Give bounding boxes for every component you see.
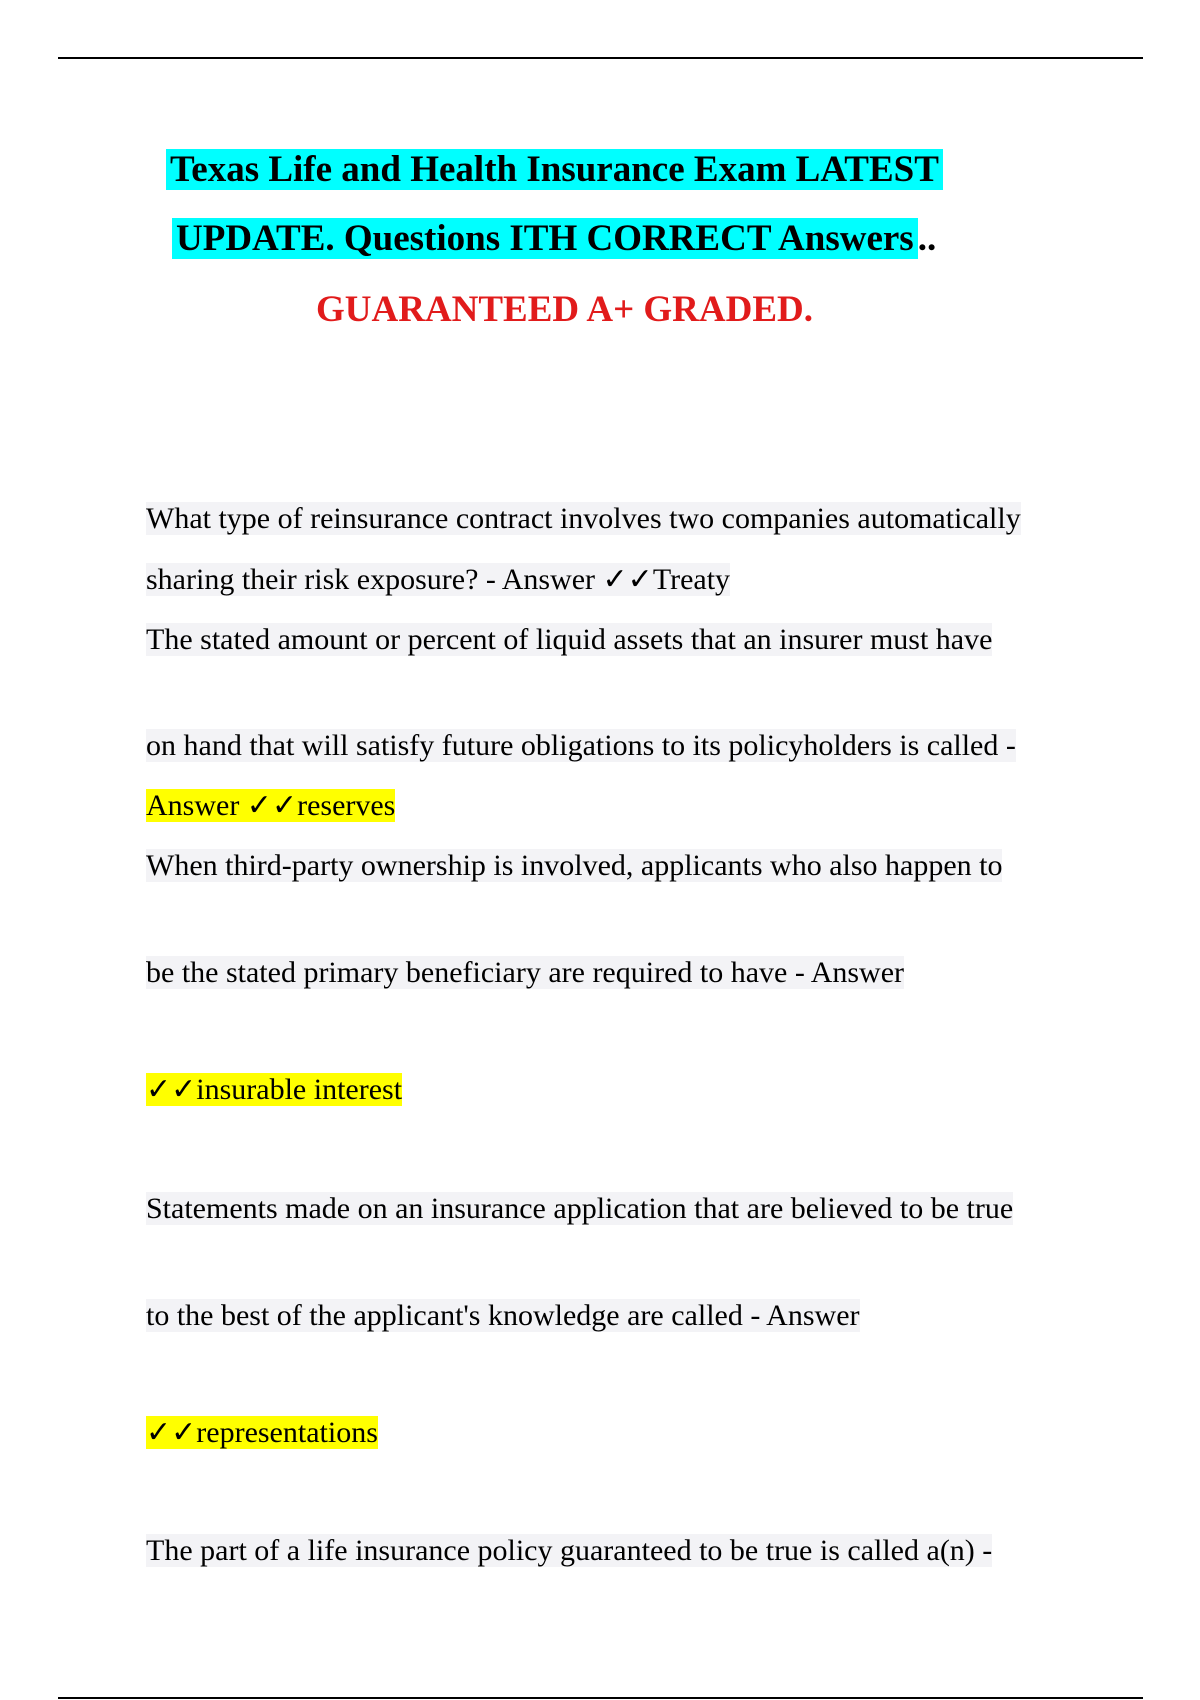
answer-highlight: ✓✓insurable interest bbox=[146, 1073, 403, 1106]
title-line-2 bbox=[172, 214, 936, 264]
answer-line bbox=[146, 1068, 402, 1112]
question-line bbox=[146, 951, 904, 995]
answer-line bbox=[146, 1411, 378, 1455]
question-text: The stated amount or percent of liquid assets that an insurer must have bbox=[146, 623, 993, 656]
question-text: The part of a life insurance policy guaranteed to be true is called a(n) - bbox=[146, 1534, 993, 1567]
title-text-1: Texas Life and Health Insurance Exam LATEST bbox=[166, 149, 943, 190]
title-text-2-tail: .. bbox=[917, 218, 937, 259]
answer-highlight: Answer ✓✓reserves bbox=[146, 789, 396, 822]
question-text: to the best of the applicant's knowledge are called - Answer bbox=[146, 1299, 860, 1332]
question-answer-text: sharing their risk exposure? - Answer ✓✓Treaty bbox=[146, 563, 731, 596]
answer-line bbox=[146, 784, 395, 828]
question-line bbox=[146, 844, 1002, 888]
top-rule bbox=[58, 57, 1143, 59]
bottom-rule bbox=[58, 1697, 1143, 1699]
question-text: What type of reinsurance contract involves two companies automatically bbox=[146, 502, 1021, 535]
question-line bbox=[146, 1294, 860, 1338]
question-text: When third-party ownership is involved, applicants who also happen to bbox=[146, 849, 1003, 882]
question-line bbox=[146, 618, 992, 662]
graded-text: GUARANTEED A+ GRADED. bbox=[316, 289, 813, 330]
question-text: on hand that will satisfy future obligations to its policyholders is called - bbox=[146, 729, 1016, 762]
title-line-1 bbox=[166, 145, 943, 195]
question-line bbox=[146, 724, 1016, 768]
question-line bbox=[146, 497, 1021, 541]
question-text: be the stated primary beneficiary are required to have - Answer bbox=[146, 956, 904, 989]
question-line bbox=[146, 1187, 1013, 1231]
title-text-2: UPDATE. Questions ITH CORRECT Answers bbox=[172, 218, 918, 259]
question-text: Statements made on an insurance application that are believed to be true bbox=[146, 1192, 1014, 1225]
graded-subtitle bbox=[316, 285, 813, 335]
question-line bbox=[146, 1529, 992, 1573]
answer-highlight: ✓✓representations bbox=[146, 1416, 378, 1449]
question-line bbox=[146, 558, 730, 602]
